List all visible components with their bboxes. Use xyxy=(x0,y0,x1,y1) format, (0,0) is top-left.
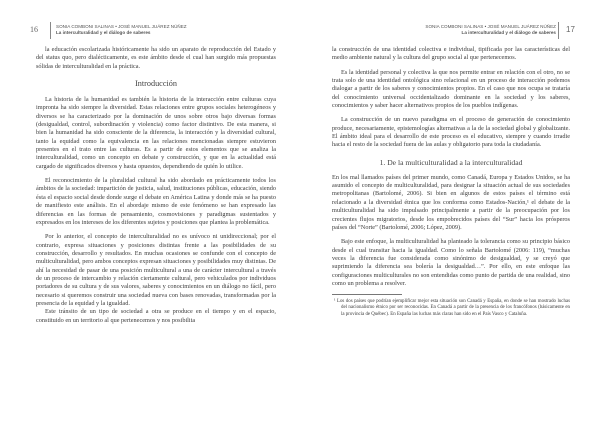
paragraph: Es la identidad personal y colectiva la que nos permite entrar en relación con el otro, no se trata solo de una identidad ontológica sino relacional en un proceso de interacción podemos dialogar a partir de los saberes y conocimientos propios. En el caso que nos ocupa se trataría del conocimiento universal occidentalizado dominante en la sociedad y los saberes, conocimientos y saber hacer alternativos propios de los pueblos indígenas. xyxy=(332,68,570,110)
paragraph: En los mal llamados países del primer mundo, como Canadá, Europa y Estados Unidos, se ha asumido el concepto de multiculturalidad, para designar la situación actual de sus sociedades metropolitanas (Bartolomé, 2006). Si bien en algunos de estos países el término está relacionado a la diversidad étnica que los conforma como Estados-Nación,¹ el debate de la multiculturalidad ha sido impulsado principalmente a partir de la preocupación por los crecientes flujos migratorios, desde los empobrecidos países del “Sur” hacia los prósperos países del “Norte” (Bartolomé, 2006; López, 2009). xyxy=(332,173,570,231)
right-body-text xyxy=(332,46,570,318)
page-number: 16 xyxy=(30,25,38,34)
header-title: La interculturalidad y el diálogo de saberes xyxy=(56,30,151,36)
paragraph: El reconocimiento de la pluralidad cultural ha sido abordado en prácticamente todos los ámbitos de la sociedad: impartición de justicia, salud, instituciones públicas, educación, siendo ésta el espacio social desde donde surge el debate en América Latina y donde más se ha puesto de manifiesto este análisis. En el abordaje mismo de este fenómeno se han expresado las diferencias en las formas de pensamiento, cosmovisiones y paradigmas sustentados y expresados en los intereses de los diferentes sujetos y posiciones que plantea la problemática. xyxy=(36,177,276,226)
left-body-text xyxy=(36,46,276,325)
running-header xyxy=(56,24,187,37)
footnote-rule xyxy=(332,294,402,295)
paragraph: Este tránsito de un tipo de sociedad a otra se produce en el tiempo y en el espacio, constituido en un territorio al que pertenecemos y nos posibilita xyxy=(36,308,276,324)
running-header xyxy=(425,24,556,37)
paragraph: Por lo anterior, el concepto de interculturalidad no es unívoco ni unidireccional; por el contrario, expresa situaciones y posiciones distintas frente a las posibilidades de su construcción, desarrollo y resultados. En muchas ocasiones se confunde con el concepto de multiculturalidad, pero ambos conceptos expresan situaciones y posibilidades muy distintas. De ahí la necesidad de pasar de una posición multicultural a una de carácter intercultural a través de un proceso de intercambio y relación ciertamente cultural, pero vehiculados por individuos portadores de su cultura y de sus valores, saberes y conocimientos en un diálogo no fácil, pero necesario si queremos construir una sociedad nueva con bases renovadas, transformadas por la presencia de la equidad y la igualdad. xyxy=(36,233,276,307)
paragraph: Bajo este enfoque, la multiculturalidad ha planteado la tolerancia como su principio básico desde el cual transitar hacia la igualdad. Como lo señala Bartolomé (2006: 119), “muchas veces la diferencia fue considerada como sinónimo de desigualdad, y se creyó que suprimiendo la diferencia sea bolería la desigualdad…”. Por ello, en este enfoque las configuraciones multiculturales no son entendidas como punto de partida de una realidad, sino como un problema a resolver. xyxy=(332,238,570,287)
footnote: ¹ Los dos países que podrían ejemplificar mejor esta situación son Canadá y España, en donde se han mostrado luchas del nacionalismo étnico por ser reconocidas. En Canadá a partir de la presencia de los francófonos (básicamente en la provincia de Québec). En España las luchas más claras han sido en el País Vasco y Cataluña. xyxy=(334,298,570,317)
paragraph: La construcción de un nuevo paradigma en el proceso de generación de conocimiento produce, necesariamente, epistemologías alternativas a la de la sociedad global y globalizante. El ámbito ideal para el desarrollo de este proceso es el educativo, siempre y cuando irradie hacia el resto de la sociedad fuera de las aulas y obligatorio para toda la ciudadanía. xyxy=(332,116,570,149)
paragraph: La historia de la humanidad es también la historia de la interacción entre culturas cuya impronta ha sido siempre la diversidad. Estas relaciones entre grupos sociales heterogéneos y diversos se ha caracterizado por la dominación de unos sobre otros bajo diversas formas (desigualdad, control, subordinación y violencia) como factor distintivo. De esta manera, si bien la humanidad ha sido consciente de la diferencia, la interacción y la diversidad cultural, tanto la equidad como la equivalencia en las relaciones mencionadas siempre estuvieron presentes en el trato entre las culturas. Es a partir de estos elementos que se analiza la interculturalidad, como un concepto en debate y construcción, y que en la actualidad está cargado de significados diversos y hasta opuestos, dependiendo de quién lo utilice. xyxy=(36,96,276,170)
header-divider xyxy=(558,22,559,39)
header-title: La interculturalidad y el diálogo de saberes xyxy=(461,30,556,36)
header-authors: SONIA COMBONI SALINAS • JOSÉ MANUEL JUÁREZ NÚÑEZ xyxy=(425,24,556,29)
header-divider xyxy=(50,22,51,39)
header-authors: SONIA COMBONI SALINAS • JOSÉ MANUEL JUÁREZ NÚÑEZ xyxy=(56,24,187,29)
right-page xyxy=(300,0,600,440)
paragraph: la educación escolarizada históricamente ha sido un aparato de reproducción del Estado y del status quo, pero dialécticamente, es este ámbito desde el cual han surgido más propuestas sólidas de interculturalidad en la práctica. xyxy=(36,46,276,70)
subsection-heading: 1. De la multiculturalidad a la interculturalidad xyxy=(379,157,523,167)
section-heading: Introducción xyxy=(135,79,177,89)
page-number: 17 xyxy=(566,25,575,34)
paragraph: la construcción de una identidad colectiva e individual, tipificada por las características del medio ambiente natural y la cultura del grupo social al que pertenecemos. xyxy=(332,46,570,62)
